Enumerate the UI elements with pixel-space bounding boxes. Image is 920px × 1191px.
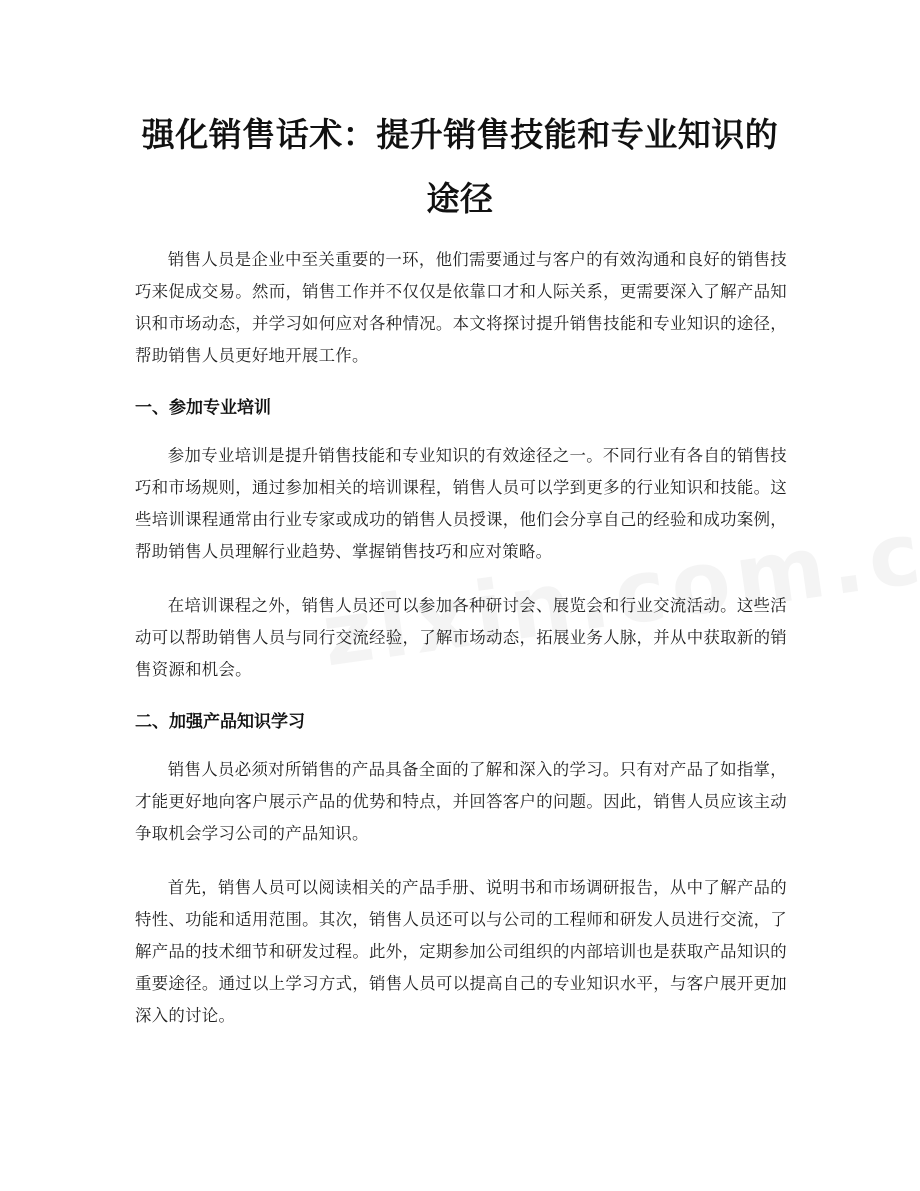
section-heading-2: 二、加强产品知识学习 [135,712,305,732]
section-heading-1: 一、参加专业培训 [135,398,271,418]
section-2-paragraph-2: 首先，销售人员可以阅读相关的产品手册、说明书和市场调研报告，从中了解产品的特性、功能和适用范围。其次，销售人员还可以与公司的工程师和研发人员进行交流，了解产品的技术细节和研发过程。此外，定期参加公司组织的内部培训也是获取产品知识的重要途径。通过以上学习方式，销售人员可以提高自己的专业知识水平，与客户展开更加深入的讨论。 [135,878,787,1025]
section-1-paragraph-2: 在培训课程之外，销售人员还可以参加各种研讨会、展览会和行业交流活动。这些活动可以帮助销售人员与同行交流经验，了解市场动态，拓展业务人脉，并从中获取新的销售资源和机会。 [135,596,787,679]
document-body [135,244,787,1054]
intro-paragraph: 销售人员是企业中至关重要的一环，他们需要通过与客户的有效沟通和良好的销售技巧来促成交易。然而，销售工作并不仅仅是依靠口才和人际关系，更需要深入了解产品知识和市场动态，并学习如何应对各种情况。本文将探讨提升销售技能和专业知识的途径，帮助销售人员更好地开展工作。 [135,250,787,365]
section-1-paragraph-1: 参加专业培训是提升销售技能和专业知识的有效途径之一。不同行业有各自的销售技巧和市场规则，通过参加相关的培训课程，销售人员可以学到更多的行业知识和技能。这些培训课程通常由行业专家或成功的销售人员授课，他们会分享自己的经验和成功案例，帮助销售人员理解行业趋势、掌握销售技巧和应对策略。 [135,446,787,561]
section-2-paragraph-1: 销售人员必须对所销售的产品具备全面的了解和深入的学习。只有对产品了如指掌，才能更好地向客户展示产品的优势和特点，并回答客户的问题。因此，销售人员应该主动争取机会学习公司的产品知识。 [135,760,787,843]
title-line-2: 途径 [426,179,494,218]
page-title [110,103,810,231]
title-line-1: 强化销售话术：提升销售技能和专业知识的 [141,115,779,154]
